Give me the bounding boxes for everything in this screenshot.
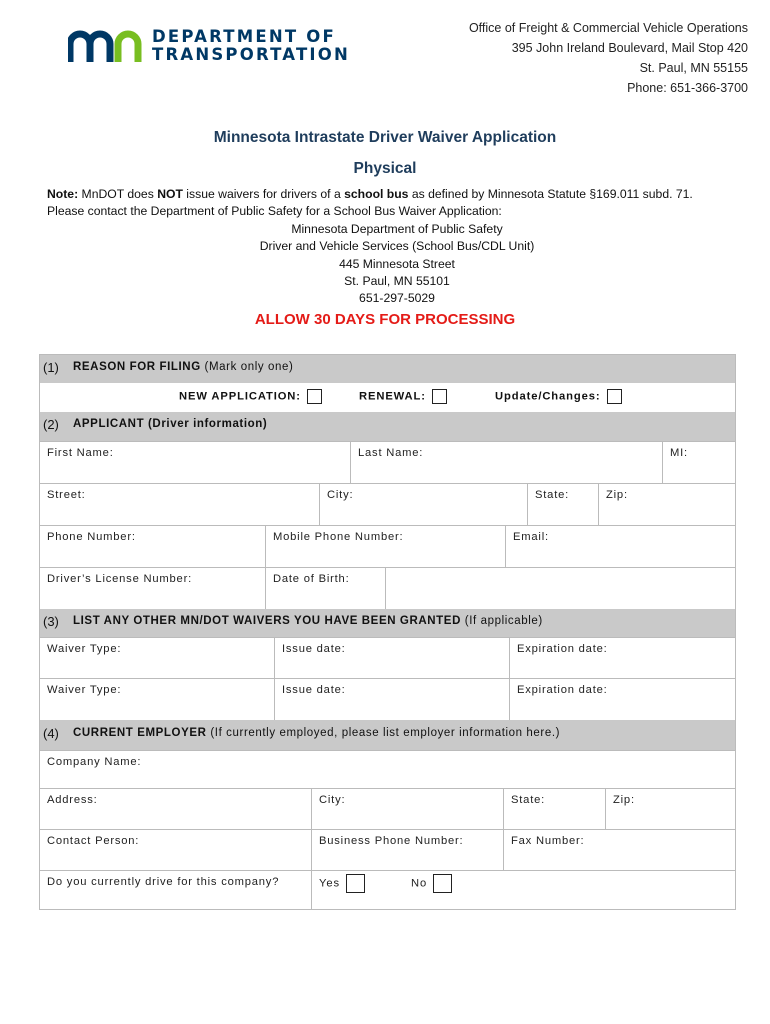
mi-field[interactable]: MI: [662, 441, 735, 483]
section-1-header: (1) REASON FOR FILING (Mark only one) [40, 355, 735, 383]
note-line-1: Note: MnDOT does NOT issue waivers for drivers of a school bus as defined by Minnesota Statute §169.011 subd. 71. [47, 187, 693, 201]
issue-date-field[interactable]: Issue date: [274, 678, 509, 720]
section-2-header: (2) APPLICANT (Driver information) [40, 412, 735, 441]
new-application-checkbox[interactable] [307, 389, 322, 404]
note-block [47, 186, 747, 308]
mn-logo-icon [68, 30, 146, 64]
dob-field[interactable]: Date of Birth: [265, 567, 385, 609]
dps-address-line: Driver and Vehicle Services (School Bus/CDL Unit) [259, 239, 535, 254]
phone-field[interactable]: Phone Number: [40, 525, 265, 567]
update-option[interactable]: Update/Changes: [495, 389, 622, 404]
last-name-field[interactable]: Last Name: [350, 441, 662, 483]
processing-notice: ALLOW 30 DAYS FOR PROCESSING [254, 311, 516, 328]
application-form [39, 354, 736, 910]
employer-city-field[interactable]: City: [311, 788, 503, 829]
update-checkbox[interactable] [607, 389, 622, 404]
new-application-option[interactable]: NEW APPLICATION: [179, 389, 322, 404]
drive-answer-cell [311, 870, 735, 909]
page-title: Minnesota Intrastate Driver Waiver Application [213, 129, 557, 146]
dps-address-line: Minnesota Department of Public Safety [291, 221, 503, 236]
first-name-field[interactable]: First Name: [40, 441, 350, 483]
section-3-header: (3) LIST ANY OTHER MN/DOT WAIVERS YOU HAVE BEEN GRANTED (If applicable) [40, 609, 735, 637]
yes-checkbox[interactable] [346, 874, 365, 893]
employer-zip-field[interactable]: Zip: [605, 788, 735, 829]
business-phone-field[interactable]: Business Phone Number: [311, 829, 503, 870]
expiration-date-field[interactable]: Expiration date: [509, 678, 735, 720]
dob-input[interactable] [385, 567, 735, 609]
no-checkbox[interactable] [433, 874, 452, 893]
section-4-header: (4) CURRENT EMPLOYER (If currently employed, please list employer information here.) [40, 720, 735, 750]
mobile-phone-field[interactable]: Mobile Phone Number: [265, 525, 505, 567]
drive-question: Do you currently drive for this company? [40, 870, 311, 909]
renewal-checkbox[interactable] [432, 389, 447, 404]
employer-state-field[interactable]: State: [503, 788, 605, 829]
yes-option[interactable]: Yes [319, 874, 365, 893]
note-line-2: Please contact the Department of Public Safety for a School Bus Waiver Application: [47, 204, 502, 219]
logo-line-1: DEPARTMENT OF [152, 27, 336, 46]
office-address [469, 18, 748, 98]
office-line: St. Paul, MN 55155 [639, 61, 748, 75]
office-line: Office of Freight & Commercial Vehicle Operations [468, 21, 748, 35]
license-number-field[interactable]: Driver’s License Number: [40, 567, 265, 609]
street-field[interactable]: Street: [40, 483, 319, 525]
state-field[interactable]: State: [527, 483, 598, 525]
dps-address-line: St. Paul, MN 55101 [344, 274, 450, 289]
mndot-logo [68, 27, 350, 68]
dps-address-line: 445 Minnesota Street [339, 256, 455, 271]
renewal-option[interactable]: RENEWAL: [359, 389, 447, 404]
city-field[interactable]: City: [319, 483, 527, 525]
logo-line-2: TRANSPORTATION [152, 45, 350, 64]
dps-address-line: 651-297-5029 [359, 291, 435, 306]
contact-person-field[interactable]: Contact Person: [40, 829, 311, 870]
office-line: Phone: 651-366-3700 [627, 81, 748, 95]
employer-address-field[interactable]: Address: [40, 788, 311, 829]
waiver-type-field[interactable]: Waiver Type: [40, 678, 274, 720]
no-option[interactable]: No [411, 874, 452, 893]
issue-date-field[interactable]: Issue date: [274, 637, 509, 678]
company-name-field[interactable]: Company Name: [40, 750, 735, 788]
email-field[interactable]: Email: [505, 525, 735, 567]
expiration-date-field[interactable]: Expiration date: [509, 637, 735, 678]
zip-field[interactable]: Zip: [598, 483, 735, 525]
office-line: 395 John Ireland Boulevard, Mail Stop 420 [511, 41, 748, 55]
waiver-type-field[interactable]: Waiver Type: [40, 637, 274, 678]
fax-number-field[interactable]: Fax Number: [503, 829, 735, 870]
page-subtitle: Physical [353, 160, 417, 177]
